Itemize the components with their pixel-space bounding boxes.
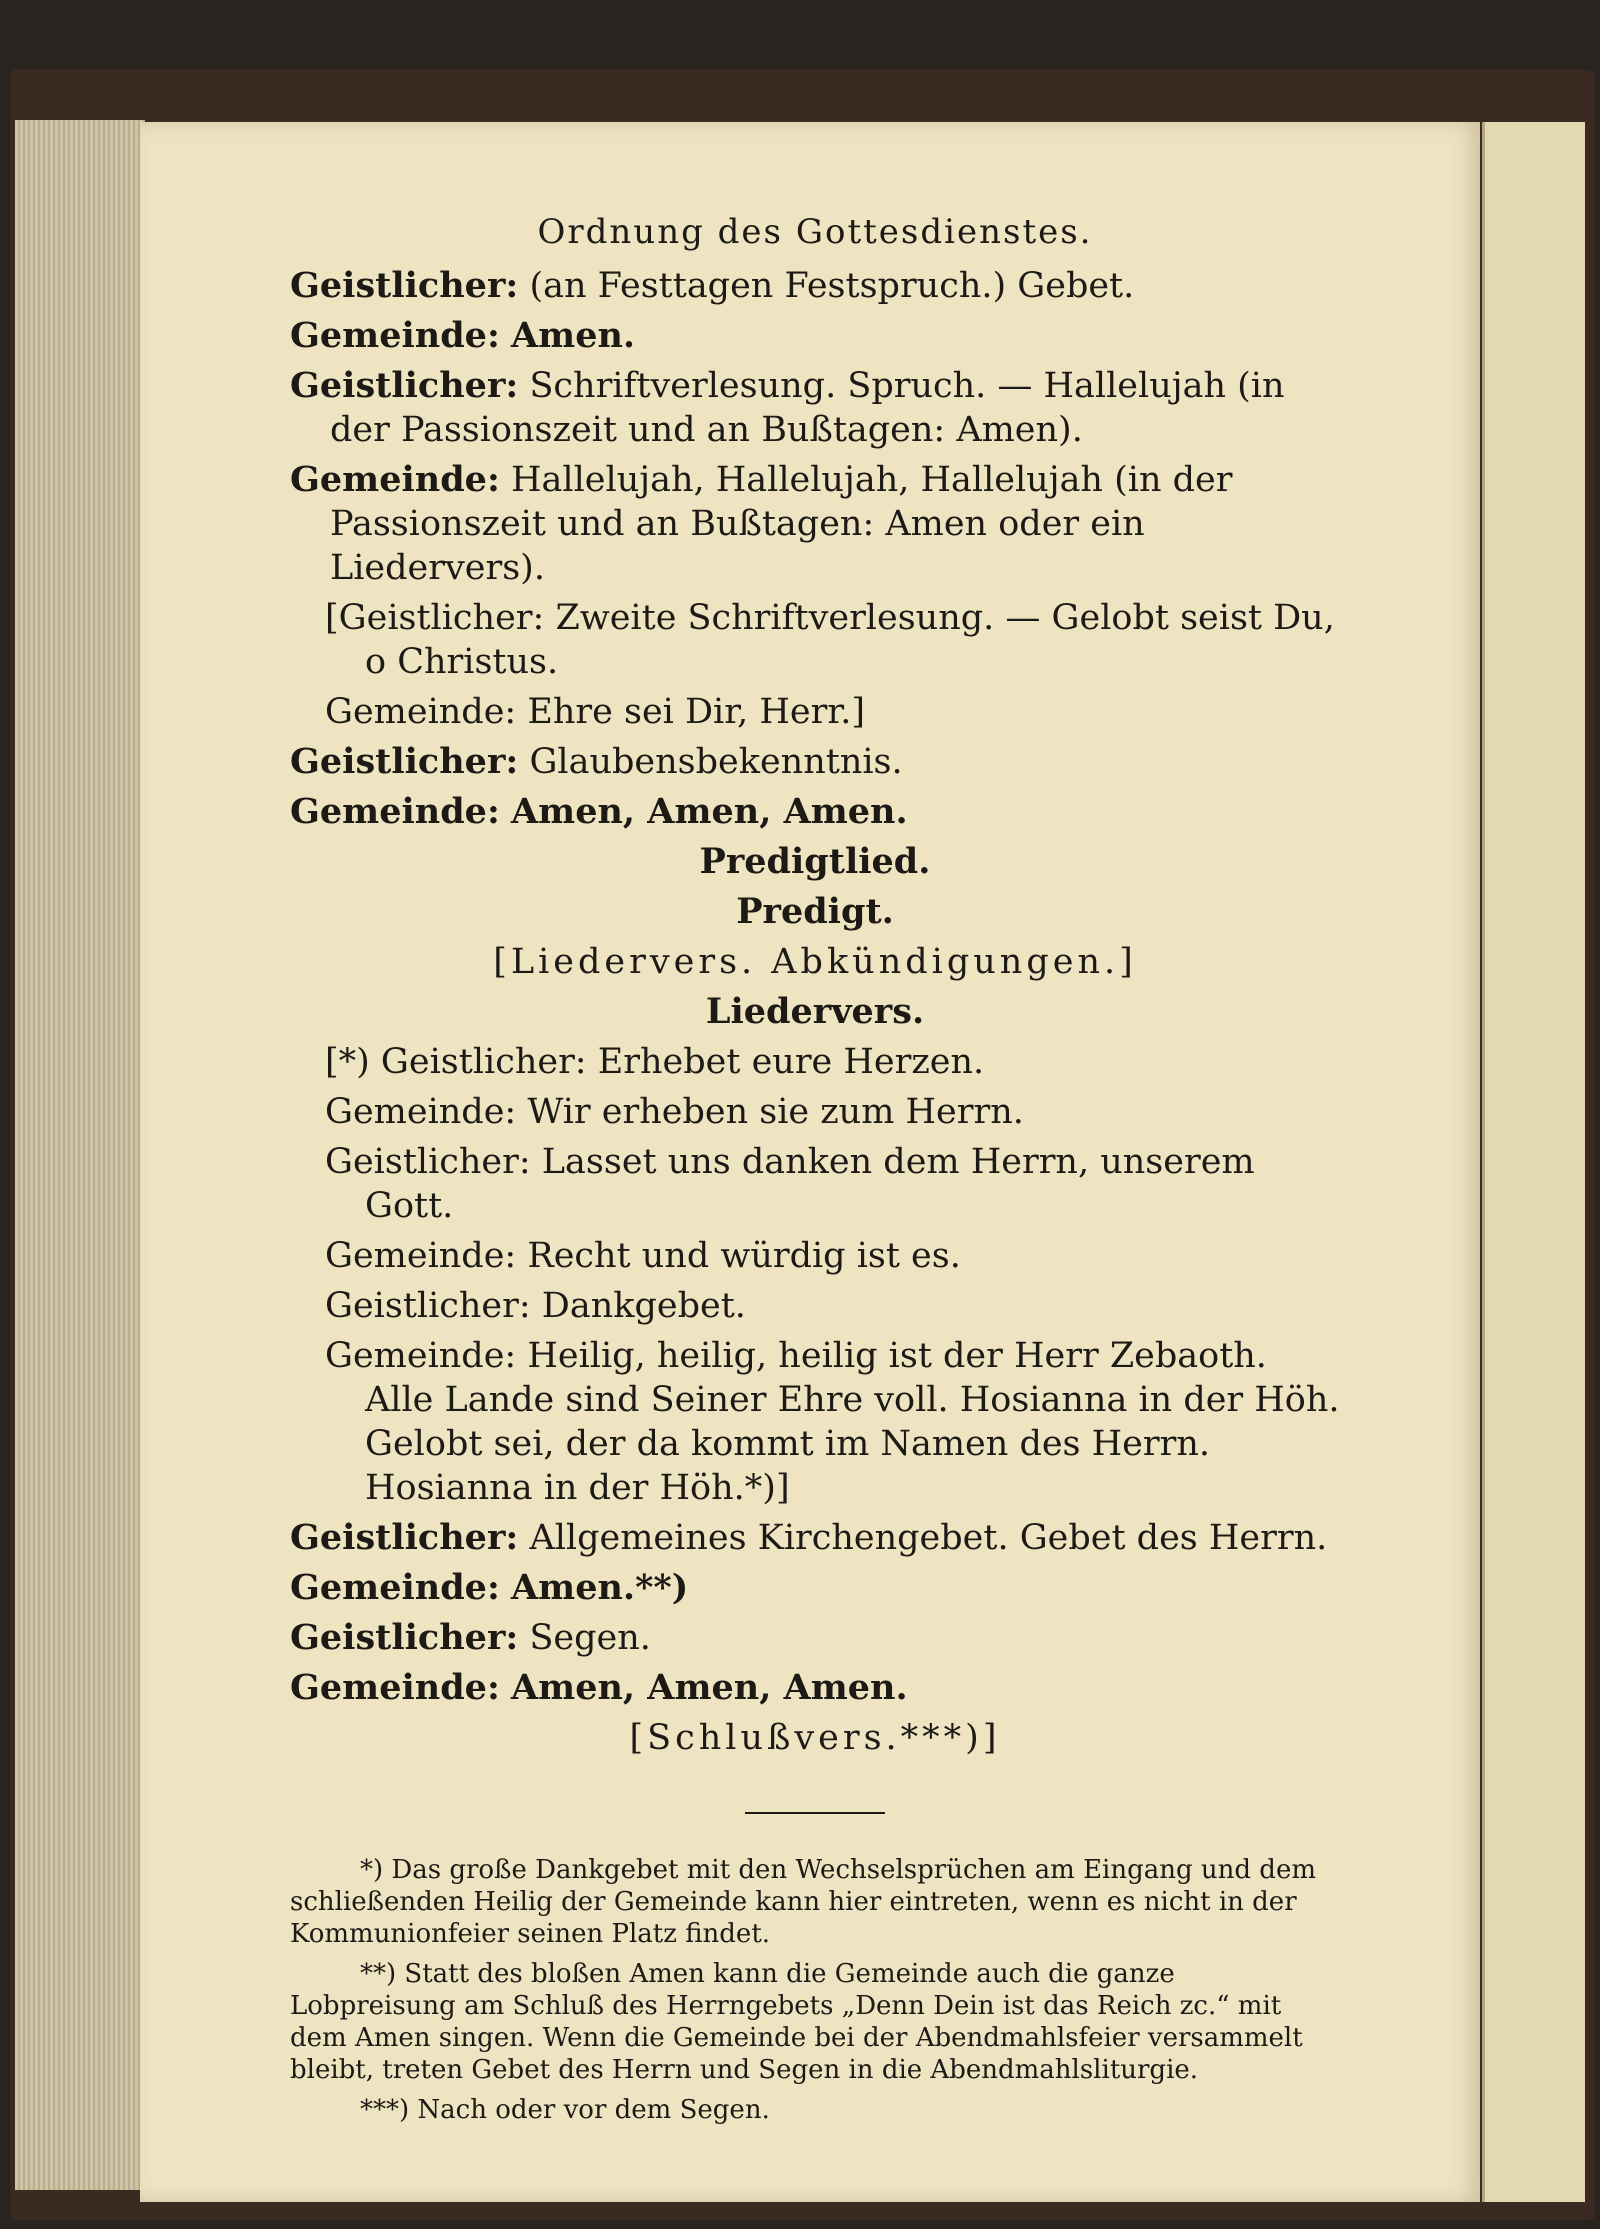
page-header: Ordnung des Gottesdienstes. (537, 212, 1093, 252)
centered-heading: Liedervers. (705, 991, 925, 1032)
centered-heading: Predigt. (736, 891, 894, 932)
book-page (140, 122, 1480, 2202)
facing-page-edge (1482, 122, 1585, 2202)
liturgy-line: [*) Geistlicher: Erhebet eure Herzen. (325, 1042, 985, 1082)
liturgy-line: Geistlicher: Lasset uns danken dem Herrn, unserem Gott. (325, 1142, 1255, 1226)
liturgy-line: Gemeinde: Heilig, heilig, heilig ist der Herr Zebaoth. Alle Lande sind Seiner Ehre voll. Hosianna in der Höh. Gelobt sei, der da kommt im Namen des Herrn. Hosianna in der Höh.*)] (325, 1336, 1340, 1508)
liturgy-line: [Geistlicher: Zweite Schriftverlesung. — Gelobt seist Du, o Christus. (325, 598, 1335, 682)
liturgy-line: Geistlicher: Schriftverlesung. Spruch. — Hallelujah (in der Passionszeit und an Bußtagen: Amen). (290, 365, 1285, 450)
liturgy-line: Gemeinde: Amen, Amen, Amen. (290, 1667, 908, 1708)
liturgy-line: Geistlicher: Glaubensbekenntnis. (290, 741, 903, 782)
liturgy-line: Gemeinde: Wir erheben sie zum Herrn. (325, 1092, 1024, 1132)
page-content (290, 212, 1340, 2134)
liturgy-line: Geistlicher: (an Festtagen Festspruch.) Gebet. (290, 265, 1135, 306)
liturgy-line: Gemeinde: Recht und würdig ist es. (325, 1236, 961, 1276)
liturgy-line: Gemeinde: Amen. (290, 315, 636, 356)
liturgy-line: Gemeinde: Hallelujah, Hallelujah, Hallelujah (in der Passionszeit und an Bußtagen: Amen oder ein Liedervers). (290, 459, 1233, 588)
centered-heading: Predigtlied. (699, 841, 931, 882)
footnote: *) Das große Dankgebet mit den Wechselsprüchen am Eingang und dem schließenden Heilig der Gemeinde kann hier eintreten, wenn es nicht in der Kommunionfeier seinen Platz findet. (290, 1855, 1316, 1949)
footnote-divider (745, 1812, 885, 1814)
liturgy-line: Geistlicher: Allgemeines Kirchengebet. Gebet des Herrn. (290, 1517, 1328, 1558)
page-edges (15, 120, 145, 2190)
liturgy-line: Geistlicher: Dankgebet. (325, 1286, 746, 1326)
liturgy-line: Gemeinde: Amen, Amen, Amen. (290, 791, 908, 832)
liturgy-line: Gemeinde: Ehre sei Dir, Herr.] (325, 692, 866, 732)
footnote: ***) Nach oder vor dem Segen. (360, 2095, 770, 2125)
liturgy-line: Geistlicher: Segen. (290, 1617, 651, 1658)
footnote: **) Statt des bloßen Amen kann die Gemeinde auch die ganze Lobpreisung am Schluß des Herrngebets „Denn Dein ist das Reich zc.“ mit dem Amen singen. Wenn die Gemeinde bei der Abendmahlsfeier versammelt bleibt, treten Gebet des Herrn und Segen in die Abendmahlsliturgie. (290, 1959, 1303, 2085)
centered-heading: [Liedervers. Abkündigungen.] (493, 942, 1137, 982)
closing-verse: [Schlußvers.***)] (629, 1718, 1001, 1758)
liturgy-line: Gemeinde: Amen.**) (290, 1567, 689, 1608)
